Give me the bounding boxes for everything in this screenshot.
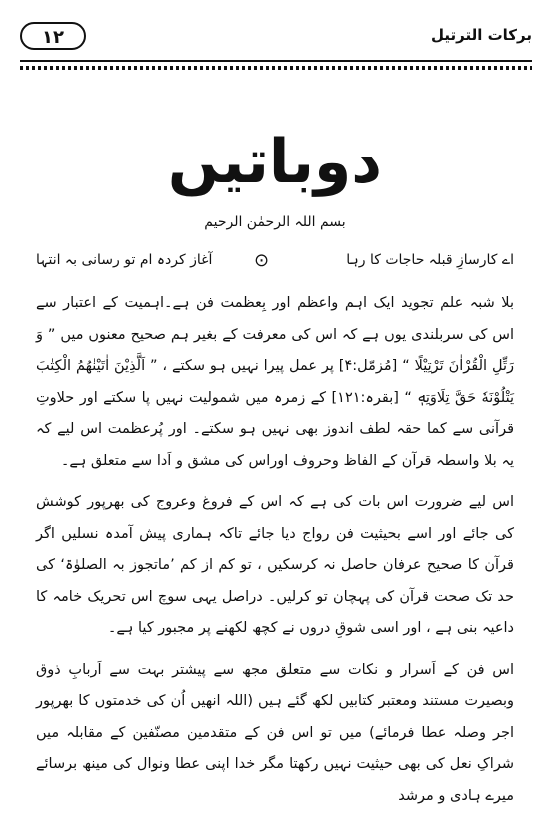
couplet-first-hemistich: اے کارسازِ قبلہ حاجات کا رہا	[346, 252, 514, 268]
header-dotted-border	[20, 66, 532, 70]
page-header	[20, 20, 532, 64]
persian-couplet	[36, 252, 514, 276]
paragraph-1: بلا شبہ علم تجوید ایک اہم واعظم اور بِعظمت فن ہے۔اہمیت کے اعتبار سے اس کی سربلندی یوں ہے کہ اس کی معرفت کے بغیر ہم صحیح معنوں میں ” وَ رَتِّلِ الْقُرْاٰنَ تَرْتِیْلًا “ [مُزمّل:۴] پر عمل پیرا نہیں ہو سکتے ، ” اَلَّذِیْنَ اٰتَیْنٰهُمُ الْكِتٰبَ یَتْلُوْنَهٗ حَقَّ تِلَاوَتِهٖ “ [بقرہ:۱۲۱] کے زمرہ میں شمولیت نہیں پا سکتے اور حلاوتِ قرآنی سے کما حقہ لطف اندوز بھی نہیں ہو سکتے۔ اور پُرعظمت اس لیے کہ یہ بلا واسطہ قرآن کے الفاظ وحروف اوراس کی مشق و اَدا سے متعلق ہے۔	[36, 295, 514, 469]
couplet-second-hemistich: آغاز کردہ ام تو رسانی بہ انتہا	[36, 252, 213, 268]
paragraph-2: اس لیے ضرورت اس بات کی ہے کہ اس کے فروغ وعروج کی بھرپور کوشش کی جائے اور اسے بحیثیت فن رواج دیا جائے تاکہ ہماری پیش آمدہ نسلیں اگر قرآن کا صحیح عرفان حاصل نہ کرسکیں ، تو کم از کم ’ماتجوز بہ الصلوٰۃ‘ کی حد تک صحت قرآن کی پہچان تو کرلیں۔ دراصل یہی سوچ اس تحریک خامہ کا داعیہ بنی ہے ، اور اسی شوقِ دروں نے کچھ لکھنے پر مجبور کیا ہے۔	[36, 494, 514, 636]
running-book-title: برکات الترتیل	[431, 26, 532, 44]
couplet-separator-icon: ⊙	[254, 250, 270, 271]
body-text	[36, 288, 514, 822]
header-rule	[20, 60, 532, 62]
paragraph-3: اس فن کے اَسرار و نکات سے متعلق مجھ سے پیشتر بہت سے اَربابِ ذوق وبصیرت مستند ومعتبر کتابیں لکھ گئے ہیں (اللہ انھیں اُن کی خدمتوں کا بھرپور اجر وصلہ عطا فرمائے) میں تو اس فن کے متقدمین مصنّفین کے مقابلہ میں شراکِ نعل کی بھی حیثیت نہیں رکھتا مگر خدا اپنی عطا ونوال کی مینھ برسائے میرے ہادی و مرشد	[36, 661, 514, 804]
bismillah: بسم اللہ الرحمٰن الرحیم	[204, 214, 346, 230]
chapter-title: دوباتیں	[167, 127, 383, 197]
page-number-badge: ۱۲	[20, 22, 86, 50]
